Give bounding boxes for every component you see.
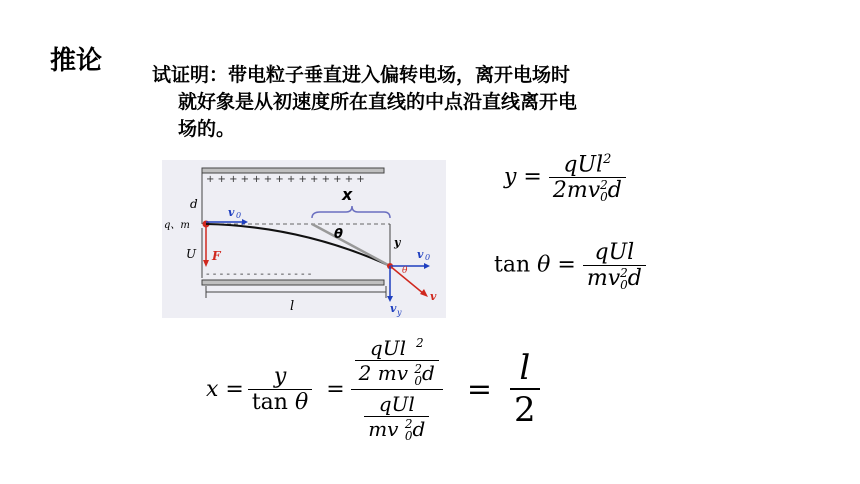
formula-tan-eq: =	[557, 252, 576, 278]
formula-x	[206, 336, 540, 442]
formula-x-bot-den: mv	[368, 416, 399, 441]
statement-line-2: 就好象是从初速度所在直线的中点沿直线离开电	[178, 91, 578, 113]
formula-y-den: 2mv	[552, 178, 601, 204]
formula-x-bot-den-tail: d	[412, 416, 426, 441]
formula-y-lhs: y =	[504, 164, 542, 190]
formula-y-den-sub: 0	[600, 190, 608, 205]
extension-line	[312, 224, 390, 266]
formula-x-bot-den-sub: 0	[404, 429, 413, 443]
formula-x-top-den: 2 mv	[358, 361, 409, 385]
formula-y-den-sup: 2	[600, 178, 608, 193]
label-v0-exit-sub: 0	[425, 253, 431, 262]
formula-x-f1-den-fn: tan	[251, 389, 288, 415]
label-v: v	[430, 290, 437, 303]
minus-charges: - - - - - - - - - - - - - - - -	[206, 269, 312, 280]
formula-x-result-den: 2	[513, 390, 536, 430]
formula-y-den-tail: d	[607, 178, 622, 204]
label-d: d	[190, 197, 198, 211]
formula-x-f1-den-var: θ	[294, 389, 309, 415]
formula-x-top-fraction	[351, 336, 443, 387]
formula-x-fraction-1	[248, 364, 312, 415]
label-y: y	[394, 236, 401, 249]
label-v0-exit: v	[417, 248, 424, 261]
formula-x-result	[510, 348, 540, 430]
deflection-diagram	[162, 160, 446, 318]
statement-line-3: 场的。	[178, 118, 236, 140]
problem-statement	[152, 62, 752, 143]
formula-x-top-den-tail: d	[422, 361, 435, 385]
formula-x-top-num-sup: 2	[415, 336, 424, 351]
formula-x-bot-num: qUl	[378, 391, 415, 416]
label-l: l	[290, 299, 295, 314]
formula-x-eq3: =	[466, 371, 492, 407]
label-v0: v	[228, 206, 235, 219]
label-theta-small: θ	[402, 266, 408, 276]
formula-tan-fn: tan	[494, 252, 531, 278]
formula-tan-den: mv	[586, 266, 621, 291]
label-v0-sub: 0	[236, 211, 242, 220]
formula-x-bottom-fraction	[360, 392, 433, 443]
formula-x-top-num: qUl	[369, 336, 406, 360]
v0-exit-arrowhead	[424, 263, 430, 269]
formula-tan-den-sub: 0	[620, 278, 628, 292]
heading: 推论	[50, 46, 103, 76]
label-x: x	[342, 185, 353, 204]
formula-y	[504, 152, 626, 203]
formula-x-compound-fraction	[351, 336, 443, 442]
force-arrowhead	[203, 260, 209, 267]
formula-tan-var: θ	[537, 252, 551, 278]
formula-x-eq2: =	[326, 376, 345, 402]
label-U: U	[186, 247, 197, 261]
trajectory-curve	[206, 224, 390, 266]
formula-x-top-den-sub: 0	[414, 373, 423, 388]
formula-x-f1-num: y	[273, 363, 287, 389]
label-theta: θ	[334, 227, 343, 242]
formula-x-lhs: x =	[206, 376, 244, 402]
formula-x-bot-den-sup: 2	[404, 417, 413, 431]
formula-x-top-den-sup: 2	[414, 361, 423, 376]
formula-y-num: qUl	[563, 152, 604, 178]
plus-charges: + + + + + + + + + + + + + +	[206, 174, 365, 185]
top-plate	[202, 168, 384, 173]
formula-tan-den-tail: d	[627, 266, 642, 291]
v-resultant-arrowhead	[420, 289, 428, 297]
formula-x-result-num: l	[519, 348, 531, 388]
formula-tan-fraction	[583, 240, 646, 291]
diagram-svg	[162, 160, 446, 318]
formula-tan-num: qUl	[594, 240, 635, 265]
statement-line-1: 试证明：带电粒子垂直进入偏转电场，离开电场时	[152, 64, 571, 86]
label-qm: q、m	[164, 220, 190, 231]
formula-y-num-sup: 2	[603, 152, 612, 167]
formula-tan-den-sup: 2	[620, 266, 628, 280]
bottom-plate	[202, 280, 384, 285]
label-vy: v	[390, 302, 397, 315]
label-F: F	[212, 249, 221, 263]
formula-y-fraction	[549, 152, 626, 203]
formula-tan	[494, 240, 646, 291]
x-brace	[312, 206, 390, 218]
label-vy-sub: y	[397, 308, 402, 317]
